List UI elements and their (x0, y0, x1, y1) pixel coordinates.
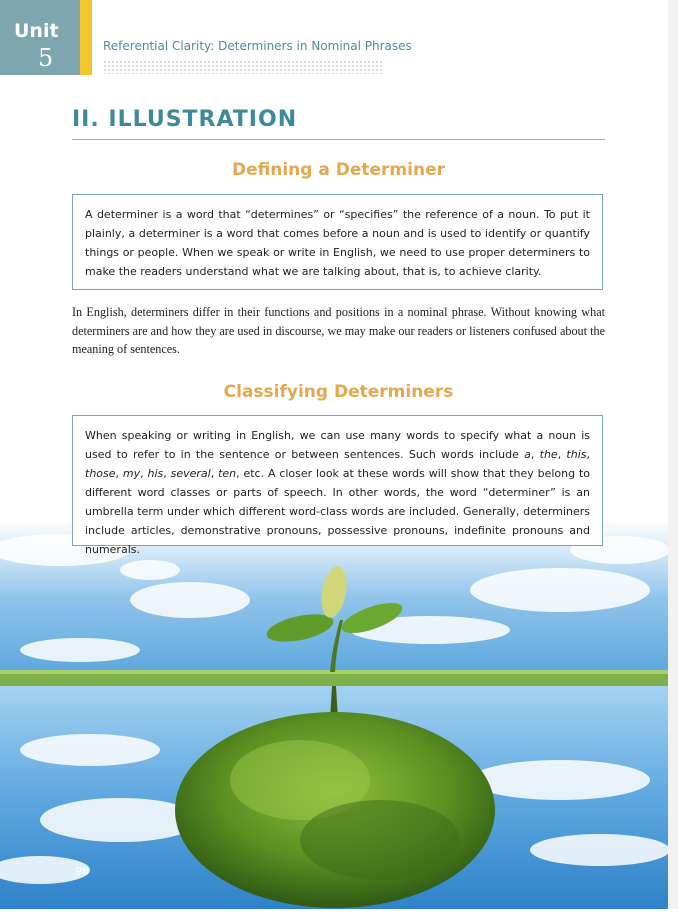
example-word: ten (218, 467, 237, 480)
example-word: my (122, 467, 141, 480)
classification-text-start: When speaking or writing in English, we can use many words to specify what a noun is used to refer to in the sentence or between sentences. Such words include (85, 429, 590, 461)
definition-text: A determiner is a word that “determines” or “specifies” the reference of a noun. To put it plainly, a determiner is a word that comes before a noun and is used to identify or quantify things or people. When we speak or write in English, we need to use proper determiners to make the readers understand what we are talking about, that is, to achieve clarity. (85, 208, 590, 278)
body-paragraph: In English, determiners differ in their functions and positions in a nominal phrase. Without knowing what determiners are and how they are used in discourse, we may make our readers or listeners confused about the meaning of sentences. (72, 305, 605, 356)
tree-sprout-sky-reflection-image (0, 520, 668, 909)
definition-box (72, 194, 603, 290)
running-header-title: Referential Clarity: Determiners in Nominal Phrases (103, 39, 412, 53)
classification-text-end: , etc. A closer look at these words will show that they belong to different word classes or parts of speech. In other words, the word “determiner” is an umbrella term under which different word-class words are included. Generally, determiners include articles, demonstrative pronouns, possessive pronouns, indefinite pronouns and numerals. (85, 467, 591, 556)
example-word: several (170, 467, 211, 480)
unit-label: Unit (14, 20, 59, 42)
header-dot-pattern (103, 60, 383, 74)
unit-badge (0, 0, 80, 75)
section-heading: II. ILLUSTRATION (72, 107, 298, 132)
unit-accent-strip (80, 0, 92, 75)
unit-number: 5 (38, 44, 54, 72)
example-word: a (524, 448, 531, 461)
example-word: the (539, 448, 558, 461)
defining-heading: Defining a Determiner (232, 160, 445, 180)
section-divider (72, 139, 605, 140)
classifying-heading: Classifying Determiners (223, 382, 454, 402)
example-word: this (566, 448, 587, 461)
example-word: his (147, 467, 164, 480)
page-number: 98 (75, 865, 89, 878)
example-word: those (85, 467, 116, 480)
classification-box: When speaking or writing in English, we can use many words to specify what a noun is used to refer to in the sentence or between sentences. Such words include a, the, this, those, my, his, several, ten, etc. A closer look at these words will show that they belong to different word classes or parts of speech. In other words, the word “determiner” is an umbrella term under which different word-class words are included. Generally, determiners include articles, demonstrative pronouns, possessive pronouns, indefinite pronouns and numerals. (72, 415, 603, 546)
page-edge (668, 0, 678, 909)
